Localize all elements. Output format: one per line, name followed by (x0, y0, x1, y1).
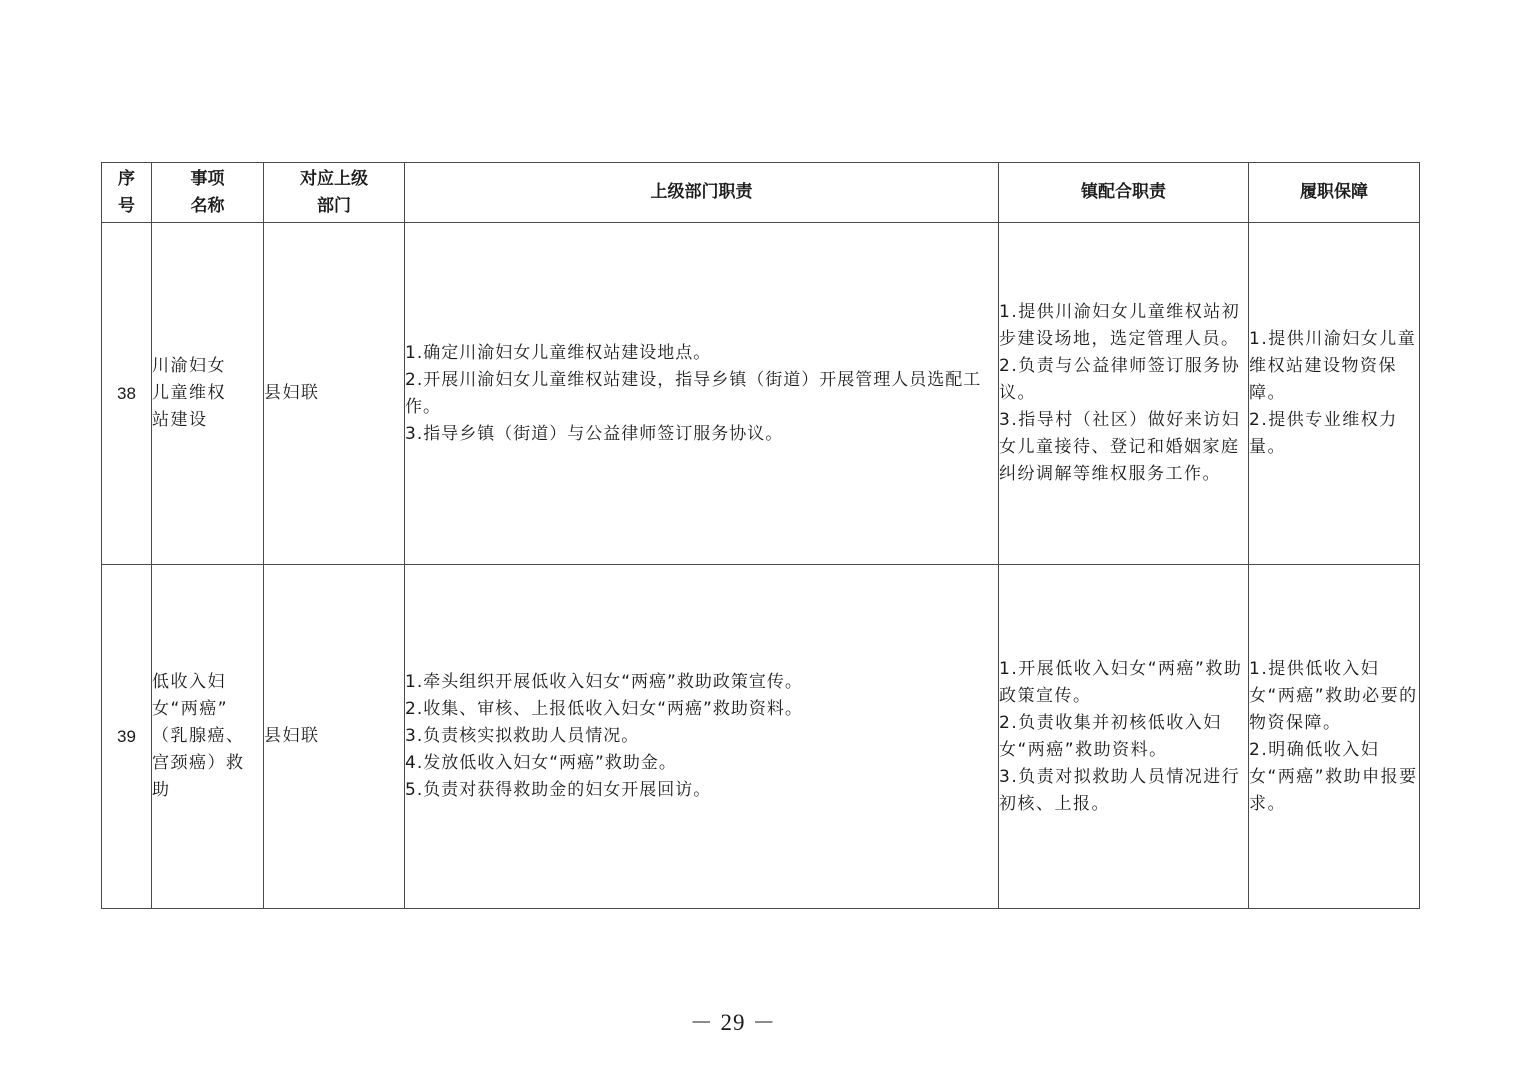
header-upper-duties: 上级部门职责 (405, 163, 999, 223)
table-row (102, 565, 1420, 909)
row-seq: 39 (102, 565, 152, 909)
table-header-row (102, 163, 1420, 223)
responsibility-table (101, 162, 1420, 909)
header-guarantee: 履职保障 (1249, 163, 1420, 223)
header-item-name: 事项 名称 (152, 163, 264, 223)
header-upper-dept: 对应上级 部门 (264, 163, 405, 223)
row-town-duties: 1.开展低收入妇女“两癌”救助政策宣传。 2.负责收集并初核低收入妇女“两癌”救助资料。 3.负责对拟救助人员情况进行初核、上报。 (999, 565, 1249, 909)
header-town-duties: 镇配合职责 (999, 163, 1249, 223)
row-seq: 38 (102, 223, 152, 565)
row-item-name: 低收入妇 女“两癌” （乳腺癌、 宫颈癌）救 助 (152, 565, 264, 909)
row-item-name: 川渝妇女 儿童维权 站建设 (152, 223, 264, 565)
row-upper-dept: 县妇联 (264, 565, 405, 909)
row-upper-duties: 1.牵头组织开展低收入妇女“两癌”救助政策宣传。 2.收集、审核、上报低收入妇女“两癌”救助资料。 3.负责核实拟救助人员情况。 4.发放低收入妇女“两癌”救助金。 5.负责对获得救助金的妇女开展回访。 (405, 565, 999, 909)
row-town-duties: 1.提供川渝妇女儿童维权站初步建设场地，选定管理人员。 2.负责与公益律师签订服务协议。 3.指导村（社区）做好来访妇女儿童接待、登记和婚姻家庭纠纷调解等维权服务工作。 (999, 223, 1249, 565)
page-number: － 29 － (689, 1010, 777, 1035)
row-guarantee: 1.提供川渝妇女儿童维权站建设物资保障。 2.提供专业维权力量。 (1249, 223, 1420, 565)
table-row (102, 223, 1420, 565)
row-upper-dept: 县妇联 (264, 223, 405, 565)
row-guarantee: 1.提供低收入妇女“两癌”救助必要的物资保障。 2.明确低收入妇女“两癌”救助申报要求。 (1249, 565, 1420, 909)
row-upper-duties: 1.确定川渝妇女儿童维权站建设地点。 2.开展川渝妇女儿童维权站建设，指导乡镇（街道）开展管理人员选配工作。 3.指导乡镇（街道）与公益律师签订服务协议。 (405, 223, 999, 565)
header-seq: 序 号 (102, 163, 152, 223)
